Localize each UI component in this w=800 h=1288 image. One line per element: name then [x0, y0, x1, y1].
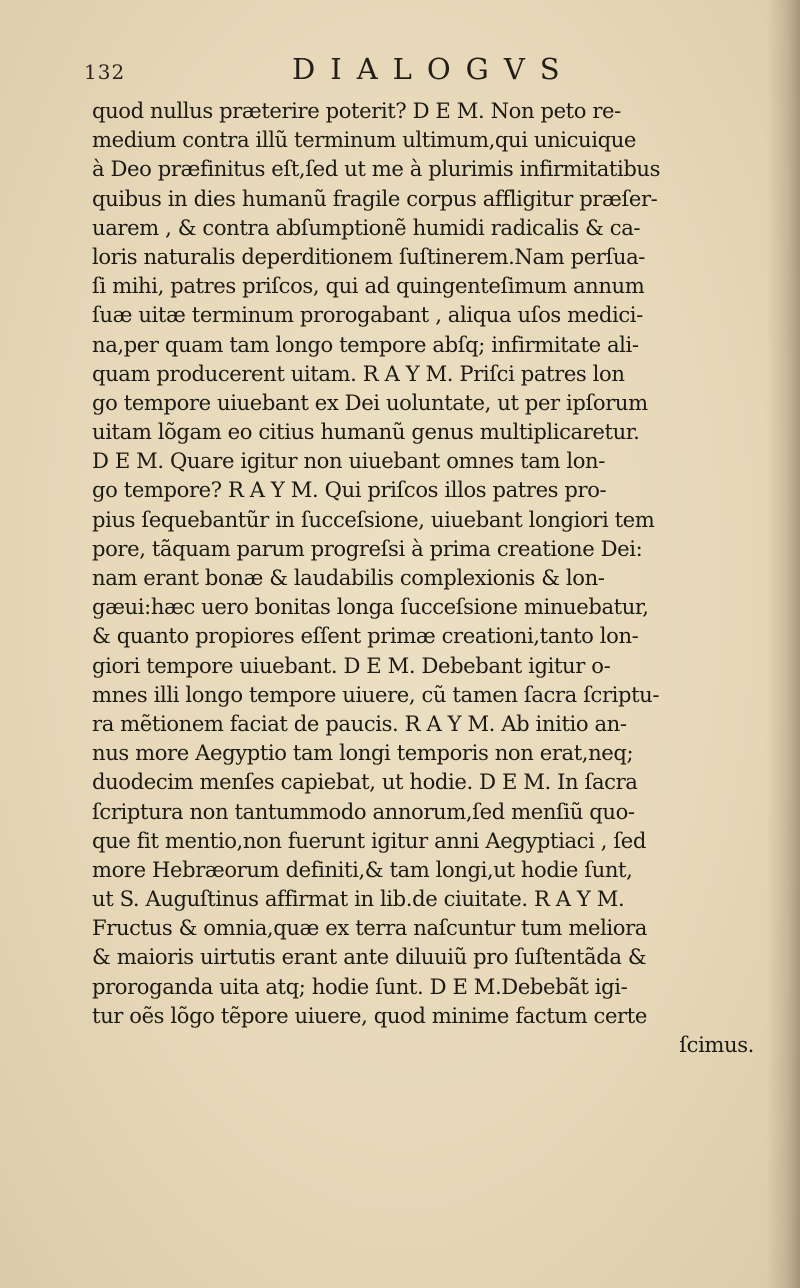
- page-header: [0, 52, 800, 92]
- text-line: loris naturalis deperditionem ſuſtinerem.Nam perſua-: [92, 243, 646, 269]
- text-line: quibus in dies humanũ fragile corpus affligitur præſer-: [92, 185, 658, 211]
- text-line: que fit mentio,non fuerunt igitur anni Aegyptiaci , ſed: [92, 827, 646, 853]
- text-line: & quanto propiores eſſent primæ creationi,tanto lon-: [92, 623, 639, 649]
- text-line: quam producerent uitam. R A Y M. Priſci patres lon: [92, 360, 625, 386]
- text-line: go tempore? R A Y M. Qui priſcos illos patres pro-: [92, 477, 607, 503]
- text-line: duodecim menſes capiebat, ut hodie. D E M. In ſacra: [92, 769, 638, 795]
- text-line: go tempore uiuebant ex Dei uoluntate, ut per ipſorum: [92, 389, 648, 415]
- text-line: nus more Aegyptio tam longi temporis non erat,neq;: [92, 740, 634, 766]
- text-line: mnes illi longo tempore uiuere, cũ tamen ſacra ſcriptu-: [92, 681, 660, 707]
- text-line: uarem , & contra abſumptionẽ humidi radicalis & ca-: [92, 214, 641, 240]
- text-line: uitam lõgam eo citius humanũ genus multiplicaretur.: [92, 419, 640, 445]
- text-line: ra mẽtionem faciat de paucis. R A Y M. Ab initio an-: [92, 710, 627, 736]
- text-line: à Deo præfinitus eſt,ſed ut me à plurimis infirmitatibus: [92, 156, 661, 182]
- text-line: Fructus & omnia,quæ ex terra naſcuntur tum meliora: [92, 915, 647, 941]
- text-line: medium contra illũ terminum ultimum,qui unicuique: [92, 127, 637, 153]
- text-line: ſcriptura non tantummodo annorum,ſed menſiũ quo-: [92, 798, 635, 824]
- text-line: gæui:hæc uero bonitas longa ſucceſsione minuebatur,: [92, 594, 649, 620]
- text-line: quod nullus præterire poterit? D E M. Non peto re-: [92, 98, 621, 123]
- text-line: more Hebræorum definiti,& tam longi,ut hodie ſunt,: [92, 856, 633, 882]
- text-line: na,per quam tam longo tempore abſq; infirmitate ali-: [92, 331, 639, 357]
- page-number: 132: [84, 60, 126, 84]
- text-line: D E M. Quare igitur non uiuebant omnes tam lon-: [92, 448, 605, 474]
- text-line: giori tempore uiuebant. D E M. Debebant igitur o-: [92, 652, 611, 678]
- text-line: pius ſequebantũr in ſucceſsione, uiuebant longiori tem: [92, 506, 655, 532]
- text-line: ſi mihi, patres priſcos, qui ad quingenteſimum annum: [92, 273, 645, 299]
- text-line: pore, tãquam parum progreſsi à prima creatione Dei:: [92, 535, 643, 561]
- running-title: DIALOGVS: [292, 52, 575, 86]
- body-text: [92, 96, 764, 1059]
- text-line: ſuæ uitæ terminum prorogabant , aliqua uſos medici-: [92, 302, 643, 328]
- text-line-final: ſcimus.: [679, 1032, 754, 1057]
- text-line: ut S. Auguſtinus affirmat in lib.de ciuitate. R A Y M.: [92, 886, 625, 912]
- gutter-shadow: [766, 0, 800, 1288]
- text-line: tur oẽs lõgo tẽpore uiuere, quod minime factum certe: [92, 1002, 647, 1028]
- text-line: & maioris uirtutis erant ante diluuiũ pro ſuſtentãda &: [92, 944, 647, 970]
- text-line: nam erant bonæ & laudabilis complexionis & lon-: [92, 565, 605, 590]
- text-line: proroganda uita atq; hodie ſunt. D E M.Debebãt igi-: [92, 973, 628, 999]
